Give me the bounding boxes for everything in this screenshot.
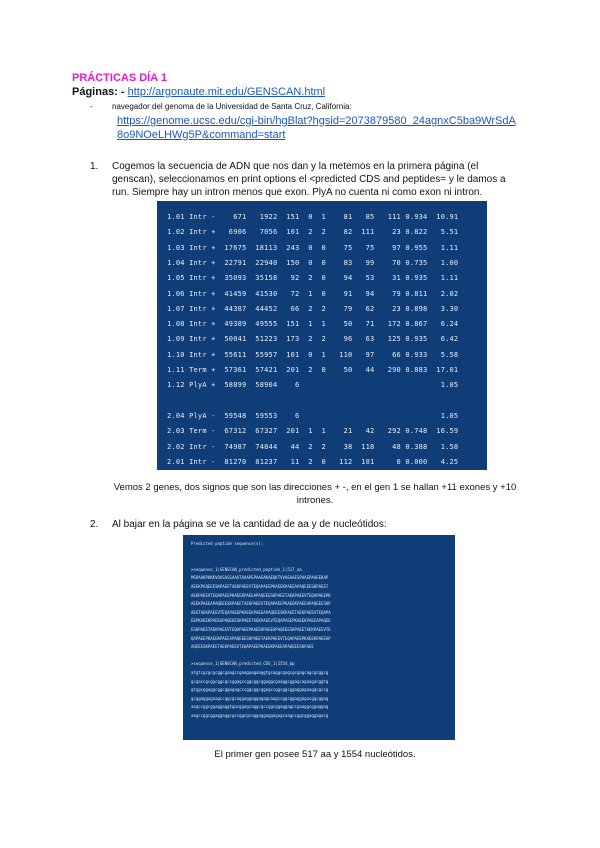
list-item-1-text: Cogemos la secuencia de ADN que nos dan y la metemos en la primera página (el genscan), seleccionamos en print options el <predicted CDS and peptides= y le damos a run. Siempre hay un intron menos que exon. PlyA no cuenta ni como exon ni intron.: [112, 161, 506, 198]
bullet-dash: -: [90, 102, 93, 111]
sequence-row: Predicted peptide sequence(s):: [191, 541, 264, 546]
page-title: PRÁCTICAS DÍA 1: [72, 72, 167, 84]
genscan-row: 2.03 Term - 67312 67327 201 1 1 21 42 292 0.748 16.59: [167, 427, 459, 436]
sequence-row: aagccggcggaggaggtgacggagcaggcgccggcggaggagccgaaggcggaggag: [191, 704, 329, 710]
genscan-row: 1.05 Intr + 35093 35158 92 2 0 94 53 31 0.935 1.11: [167, 274, 459, 283]
genscan-row: 1.01 Intr - 671 1922 151 0 1 81 85 111 0.934 10.91: [167, 213, 459, 221]
genscan-row: 1.10 Intr + 55611 55957 101 0 1 110 97 66 0.933 5.58: [167, 350, 459, 359]
genscan-row: 1.04 Intr + 22791 22940 150 0 0 83 99 70 0.735 1.00: [167, 258, 459, 267]
genscan-row: 1.12 PlyA + 58899 58904 6 1.05: [167, 381, 459, 390]
sequence-row: AEEKPAEEAPAQEEESKPAEETAEKPAEEVTEQAPAEEPKAEEKPAEEAPAQEEESKP: [191, 601, 331, 607]
bullet-row: [90, 102, 352, 111]
peptide-sequence-screenshot: [183, 535, 455, 740]
sequence-row: aagccggcggaggaggcgccggcgcaggaggaggagagcaagccggcggaggagacg: [191, 713, 329, 718]
sequence-row: >sequence_1|GENSCAN_predicted_peptide_1|517_aa: [191, 566, 302, 572]
caption-2: El primer gen posee 517 aa y 1554 nucleótidos.: [214, 749, 416, 760]
sequence-row: atgtcgcgcgcggcgaagccgaagaagaaggtgcaggcgagcgcgagcagcgcggcg: [191, 670, 329, 675]
ucsc-link-container: [117, 114, 517, 142]
genscan-results-screenshot: [157, 201, 487, 470]
sequence-row: gtggcggaggcggcggagagcccggcggcggagccggcggcggaggagaaggcgccg: [191, 687, 329, 693]
pages-label: Páginas: -: [72, 86, 128, 98]
list-item-2-number: 2.: [90, 519, 99, 530]
genscan-row: 1.08 Intr + 49389 49555 151 1 1 50 71 172 0.867 6.24: [167, 320, 459, 329]
genscan-row: 1.02 Intr + 6906 7056 101 2 2 82 111 23 0.822 5.51: [167, 228, 459, 237]
pages-line: [72, 86, 325, 98]
genscan-row: 2.04 PlyA - 59548 59553 6 1.05: [167, 411, 459, 420]
sequence-row: EEPKAEEKPAEEAPAQEEESKPAEETAEKPAEEVTEQAPAEEPKAEEKPAEEAPAQEE: [191, 618, 331, 624]
sequence-row: gcggaggagaagccggcgcaggaggaggagagcaagccggcggaggagacggcggag: [191, 695, 329, 701]
genscan-row: 2.01 Intr - 81270 81237 11 2 0 112 101 0 0.000 4.25: [167, 457, 459, 466]
list-item-1-number: 1.: [90, 161, 99, 172]
sequence-row: AQEEESKPAEETAEKPAEEVTEQAPAEEPKAEEKPAEEAPAQEEESKPAEE: [191, 644, 314, 650]
genscan-row: 1.06 Intr + 41459 41530 72 1 0 91 94 79 0.811 2.02: [167, 289, 459, 298]
caption-1: Vemos 2 genes, dos signos que son las direcciones + -, en el gen 1 se hallan +11 exones y +10 intrones.: [113, 482, 517, 506]
genscan-row: 1.03 Intr + 17675 18113 243 0 0 75 75 97 0.955 1.11: [167, 243, 459, 252]
sequence-row: gcgaccgcggcggcgccggagccggcggcggaggcgaaggcggagcagaagacggtg: [191, 678, 329, 684]
list-item-1: [90, 160, 512, 199]
sequence-row: AEETAEKPAEEVTEQAPAEEPKAEEKPAEEAPAQEEESKPAEETAEKPAEEVTEQAPA: [191, 609, 331, 615]
sequence-row: ESKPAEETAEKPAEEVTEQAPAEEPKAEEKPAEEAPAQEEESKPAEETAEKPAEEVTE: [191, 627, 331, 632]
genscan-row: 1.07 Intr + 44387 44452 66 2 2 79 62 23 0.898 3.30: [167, 304, 459, 313]
list-item-2: [90, 518, 512, 531]
genscan-row: 1.09 Intr + 50041 51223 173 2 2 96 63 125 0.935 6.42: [167, 335, 459, 344]
genscan-row: 1.11 Term + 57361 57421 201 2 0 50 44 290 0.883 17.01: [167, 366, 459, 374]
genscan-row: 2.02 Intr - 74987 74844 44 2 2 38 118 48 0.388 1.58: [167, 442, 459, 451]
sequence-row: AEEKPAQEEESKPAEETAEKPAEEVTEQAPAEEPKAEEKPAEEAPAQEEESKPAEET: [191, 584, 329, 589]
bullet-text: navegador del genoma de la Universidad de Santa Cruz, California:: [112, 102, 352, 111]
sequence-row: AEKPAEEVTEQAPAEEPKAEEKPAEEAPAQEEESKPAEETAEKPAEEVTEQAPAEEPK: [191, 592, 331, 598]
ucsc-blat-link[interactable]: https://genome.ucsc.edu/cgi-bin/hgBlat?hgsid=2073879580_24agnxC5ba9WrSdA8o9NOeLHWg5P&command=start: [117, 115, 516, 141]
sequence-row: >sequence_1|GENSCAN_predicted_CDS_1|1554_bp: [191, 661, 295, 667]
sequence-row: MSRAAKPKKKVQASASSAAATAAAPEPAAEAKAEQKTVVAEAAESPAAEPAAEEKAP: [191, 575, 329, 581]
sequence-row: QAPAEEPKAEEKPAEEAPAQEEESKPAEETAEKPAEEVTEQAPAEEPKAEEKPAEEAP: [191, 635, 331, 641]
list-item-2-text: Al bajar en la página se ve la cantidad de aa y de nucleótidos:: [112, 519, 387, 530]
genscan-link[interactable]: http://argonaute.mit.edu/GENSCAN.html: [127, 86, 326, 98]
